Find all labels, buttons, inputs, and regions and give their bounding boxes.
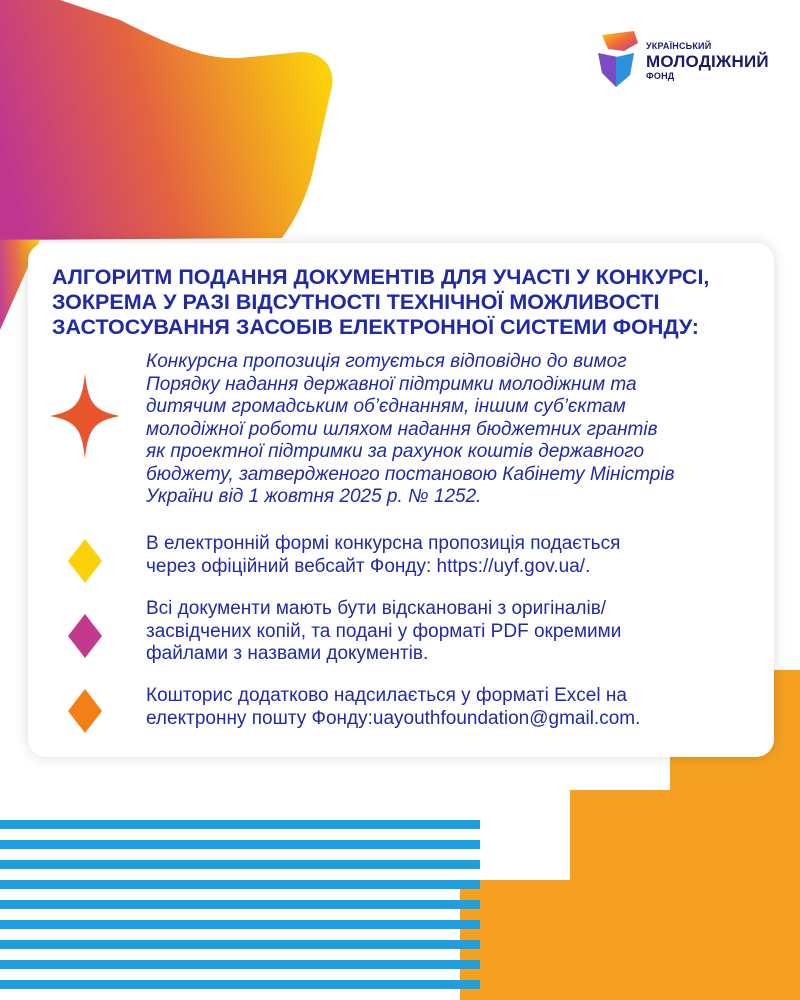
list-item-line: Кошторис додатково надсилається у форматі Excel на (146, 685, 627, 706)
list-item-line: електронну пошту Фонду:uayouthfoundation@gmail.com. (146, 707, 641, 729)
list-item-line: через офіційний вебсайт Фонду: https://uyf.gov.ua/. (146, 555, 591, 577)
list-item-line: Конкурсна пропозиція готується відповідно до вимог (146, 351, 627, 372)
card-title (52, 265, 752, 340)
logo-mark-icon (594, 29, 642, 93)
list-item-line: бюджету, затвердженого постановою Кабінету Міністрів (146, 463, 675, 485)
card-title-line: АЛГОРИТМ ПОДАННЯ ДОКУМЕНТІВ ДЛЯ УЧАСТІ У КОНКУРСІ, (52, 265, 710, 289)
blue-stripes-pattern (0, 820, 480, 1000)
info-card (28, 243, 774, 757)
magenta-diamond-icon (68, 614, 102, 658)
logo-line-1: УКРАЇНСЬКИЙ (646, 40, 712, 51)
list-item-3 (146, 598, 756, 666)
four-point-star-icon (50, 373, 120, 459)
list-item-line: Порядку надання державної підтримки молодіжним та (146, 373, 637, 395)
list-item-line: В електронній формі конкурсна пропозиція подається (146, 533, 621, 554)
list-item-line: України від 1 жовтня 2025 р. № 1252. (146, 486, 482, 507)
list-item-line: як проектної підтримки за рахунок коштів державного (146, 441, 645, 462)
list-item-line: дитячим громадським об’єднанням, іншим суб’єктам (146, 396, 626, 417)
logo-line-3: ФОНД (646, 70, 675, 81)
list-item-line: засвідчених копій, та подані у форматі PDF окремими (146, 620, 622, 642)
list-item-1 (146, 351, 756, 509)
logo-line-2: МОЛОДІЖНИЙ (646, 51, 769, 71)
list-item-line: молодіжної роботи шляхом надання бюджетних грантів (146, 418, 658, 440)
logo-text (646, 42, 769, 81)
logo (594, 26, 784, 96)
list-item-line: файлами з назвами документів. (146, 643, 429, 664)
card-title-line: ЗОКРЕМА У РАЗІ ВІДСУТНОСТІ ТЕХНІЧНОЇ МОЖЛИВОСТІ (52, 290, 660, 314)
orange-diamond-icon (68, 689, 102, 733)
card-title-line: ЗАСТОСУВАННЯ ЗАСОБІВ ЕЛЕКТРОННОЇ СИСТЕМИ ФОНДУ: (52, 315, 699, 339)
list-item-line: Всі документи мають бути відскановані з оригіналів/ (146, 598, 607, 619)
list-item-2 (146, 533, 756, 578)
list-item-4 (146, 685, 756, 730)
yellow-diamond-icon (68, 539, 102, 583)
